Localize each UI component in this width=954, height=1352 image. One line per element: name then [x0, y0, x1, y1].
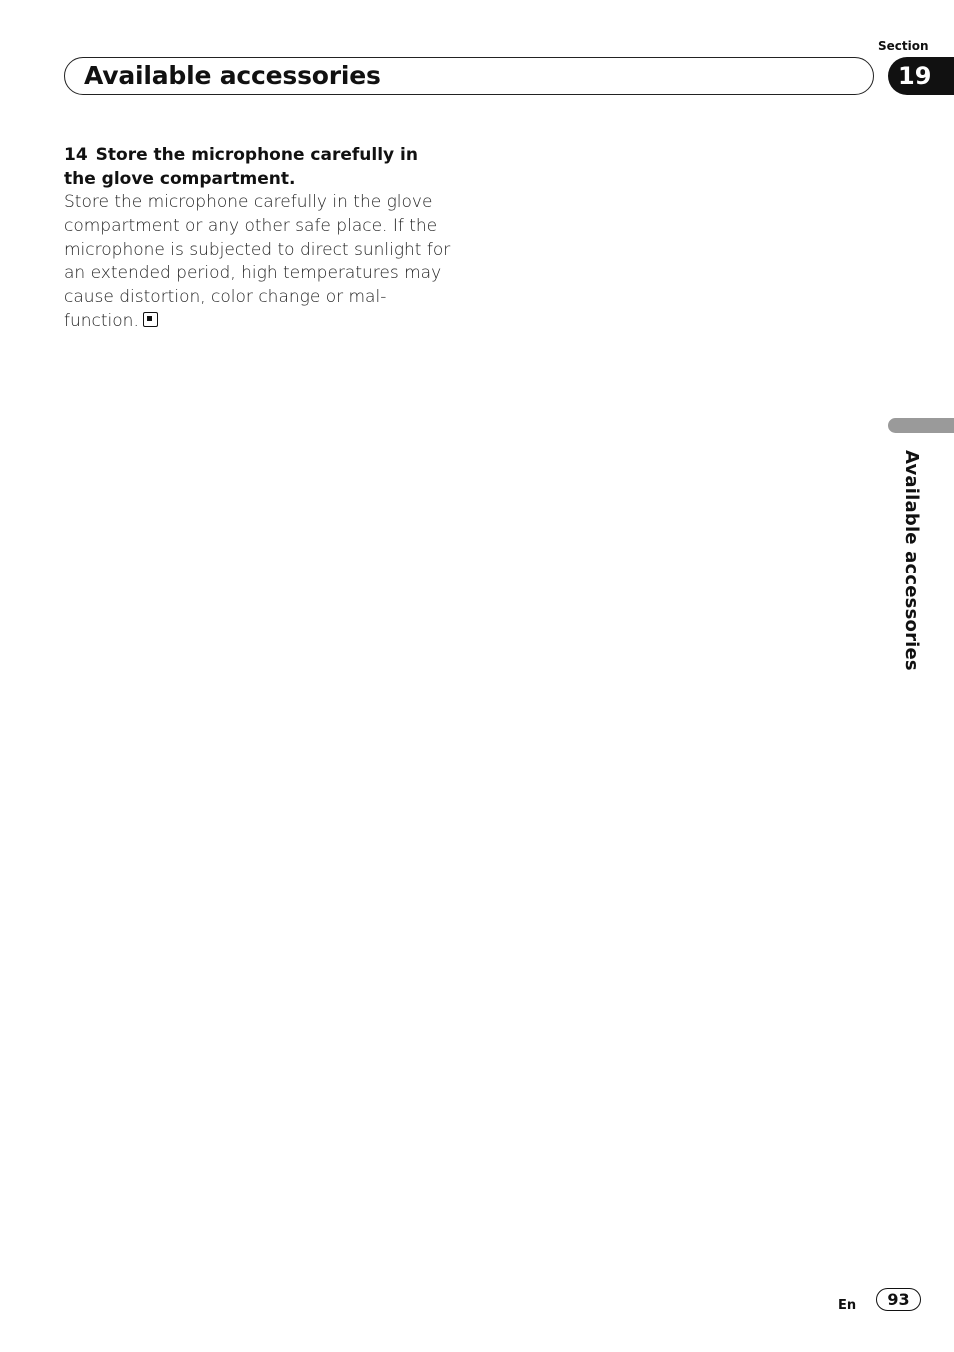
end-mark-icon — [143, 312, 158, 327]
body-line: compartment or any other safe place. If the — [64, 215, 438, 236]
step-heading-text: Store the microphone carefully in the glove compartment. — [64, 145, 418, 189]
step-body — [64, 191, 454, 334]
body-line: function. — [64, 310, 139, 331]
body-line: cause distortion, color change or mal- — [64, 287, 387, 308]
step-heading — [64, 143, 454, 191]
side-tab-label: Available accessories — [901, 450, 922, 671]
language-label: En — [838, 1298, 857, 1313]
page-title: Available accessories — [84, 61, 381, 90]
section-label: Section — [878, 39, 929, 53]
side-tab-bar — [888, 418, 954, 433]
section-number: 19 — [898, 62, 932, 90]
body-line: Store the microphone carefully in the glove — [64, 192, 433, 212]
body-line: microphone is subjected to direct sunlight for — [64, 239, 451, 260]
page-number: 93 — [887, 1290, 910, 1309]
step-number: 14 — [64, 145, 88, 165]
body-line: an extended period, high temperatures may — [64, 263, 442, 284]
body-line-last — [64, 310, 454, 334]
